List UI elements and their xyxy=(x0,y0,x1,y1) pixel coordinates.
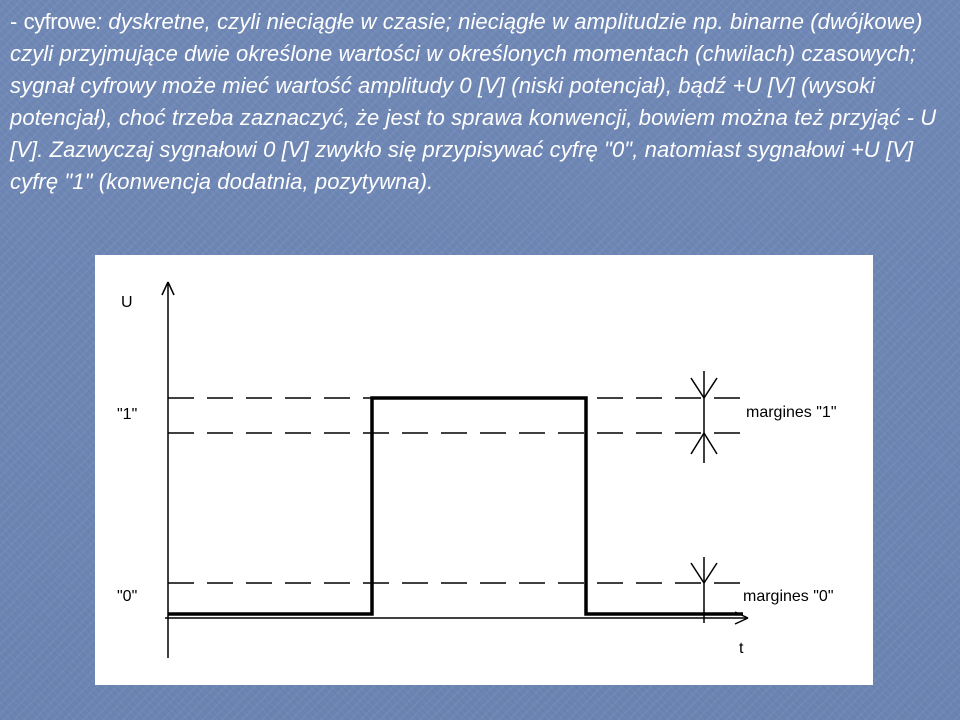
margin-high-label: margines "1" xyxy=(746,404,837,421)
body-text: : dyskretne, czyli nieciągłe w czasie; nieciągłe w amplitudzie np. binarne (dwójkowe) czyli przyjmujące dwie określone wartości w określonych momentach (chwilach) czasowych; sygnał cyfrowy może mieć wartość amplitudy 0 [V] (niski potencjał), bądź +U [V] (wysoki potencjał), choć trzeba zaznaczyć, że jest to sprawa konwencji, bowiem można też przyjąć - U [V]. Zazwyczaj sygnałowi 0 [V] zwykło się przypisywać cyfrę "0", natomiast sygnałowi +U [V] cyfrę "1" (konwencja dodatnia, pozytywna). xyxy=(10,9,937,194)
digital-signal-waveform xyxy=(168,398,743,614)
signal-diagram-panel xyxy=(95,255,873,685)
y-axis-label: U xyxy=(121,294,133,311)
margin-low-label: margines "0" xyxy=(743,588,834,605)
lead-term: cyfrowe xyxy=(23,9,96,34)
x-axis-label: t xyxy=(739,640,744,657)
level-low-label: "0" xyxy=(117,588,138,605)
bullet-dash: - xyxy=(10,9,18,34)
y-axis xyxy=(162,282,174,658)
slide-text xyxy=(10,6,955,198)
margin-high-indicator xyxy=(691,371,717,463)
level-high-label: "1" xyxy=(117,406,138,423)
signal-diagram xyxy=(95,255,873,685)
